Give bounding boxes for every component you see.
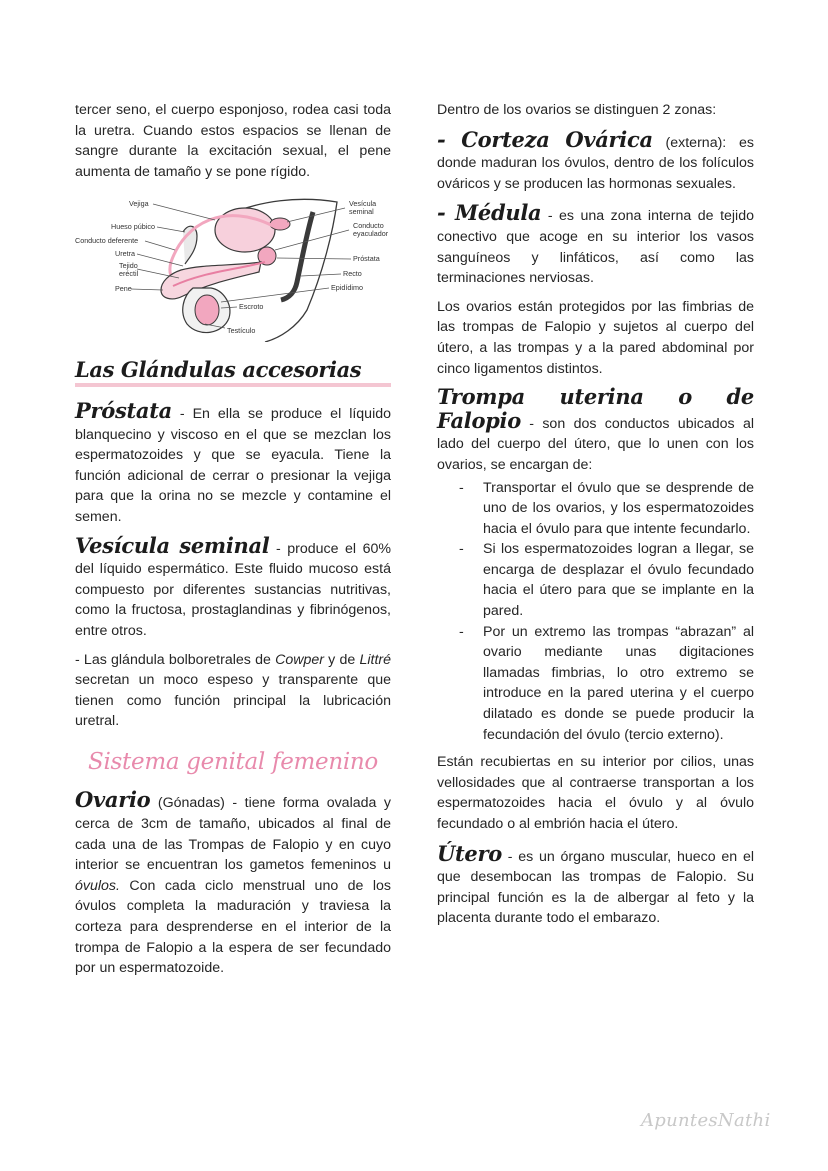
cowper-term: Cowper: [275, 651, 324, 668]
ovario-paragraph: [75, 787, 391, 978]
trompa-text: - son dos conductos ubicados al lado del cuerpo del útero, que lo unen con los ovarios, se encargan de:: [437, 415, 754, 473]
list-item: [459, 622, 754, 746]
bullet-dash: -: [459, 479, 464, 496]
glandulas-text-3: secretan un moco espeso y transparente que tienen como función principal la lubricación uretral.: [75, 672, 391, 730]
littre-term: Littré: [359, 651, 392, 668]
label-hueso-pubico: Hueso púbico: [111, 222, 155, 232]
label-vejiga: Vejiga: [129, 199, 149, 209]
label-tejido-2: eréctil: [119, 269, 139, 279]
prostata-text: - En ella se produce el líquido blanquecino y viscoso en el que se mezclan los espermatozoides y que se eyacula. Tiene la función adicional de cerrar o presionar la vejiga para que la orina no se mezcle y contamine el semen.: [75, 405, 391, 525]
label-escroto: Escroto: [239, 302, 264, 312]
ovulos-term: óvulos.: [75, 877, 120, 894]
label-epididimo: Epidídimo: [331, 283, 363, 293]
corteza-text: (externa): es donde maduran los óvulos, dentro de los folículos ováricos y se producen las hormonas sexuales.: [437, 134, 754, 192]
label-recto: Recto: [343, 269, 362, 279]
label-pene: Pene: [115, 284, 132, 294]
bullet-text: Transportar el óvulo que se desprende de uno de los ovarios, y los espermatozoides hacia el óvulo para que intente fecundarlo.: [483, 479, 754, 537]
medula-paragraph: [437, 200, 754, 288]
ovario-title: Ovario: [75, 787, 151, 813]
right-column: [437, 100, 754, 929]
glandulas-text-2: y de: [323, 651, 360, 668]
label-tejido-1: Tejido: [119, 261, 138, 271]
medula-text: - es una zona interna de tejido conectivo que acoge en su interior los vasos sanguíneos y linfáticos, así como las terminaciones nerviosas.: [437, 208, 754, 287]
label-testiculo: Testículo: [227, 326, 256, 336]
vesicula-title: Vesícula seminal: [75, 532, 270, 558]
label-eyaculador-1: Conducto: [353, 221, 384, 231]
utero-paragraph: [437, 840, 754, 929]
female-system-title: Sistema genital femenino: [88, 748, 378, 775]
list-item: [459, 478, 754, 540]
label-conducto-deferente: Conducto deferente: [75, 236, 139, 246]
utero-text: - es un órgano muscular, hueco en el que desembocan las trompas de Falopio. Su principal función es la de albergar al feto y la placenta durante todo el embarazo.: [437, 848, 754, 927]
zonas-intro: Dentro de los ovarios se distinguen 2 zonas:: [437, 102, 717, 118]
glandulas-text-1: - Las glándula bolboretrales de: [75, 651, 276, 668]
seminal-vesicle-shape: [270, 218, 290, 230]
watermark: ApuntesNathi: [641, 1110, 771, 1131]
testicle: [195, 295, 219, 325]
list-item: [459, 539, 754, 621]
section-heading-glandulas: Las Glándulas accesorias: [75, 360, 391, 387]
bullet-text: Por un extremo las trompas “abrazan” al ovario mediante unas digitaciones llamadas fimbrias, lo otro extremo se introduce en la pared uterina y el cuerpo dilatado es donde se puede producir la fecundación del óvulo (tercio externo).: [483, 623, 754, 743]
ovario-text-1: (Gónadas) - tiene forma ovalada y cerca de 3cm de tamaño, ubicados al final de cada una de las Trompas de Falopio y en cuyo interior se encuentran los gametos femeninos u: [75, 795, 391, 874]
corteza-title: - Corteza Ovárica: [437, 126, 653, 152]
vesicula-text: - produce el 60% del líquido espermático. Este fluido mucoso está compuesto por diferentes sustancias nutritivas, como la fructosa, prostaglandinas y fibrinógenos, entre otros.: [75, 540, 392, 639]
trompa-functions-list: [437, 478, 754, 746]
prostata-paragraph: [75, 397, 391, 528]
intro-paragraph: tercer seno, el cuerpo esponjoso, rodea casi toda la uretra. Cuando estos espacios se llenan de sangre durante la excitación sexual, el pene aumenta de tamaño y se pone rígido.: [75, 102, 391, 180]
trompa-paragraph: [437, 384, 754, 475]
bullet-dash: -: [459, 623, 464, 640]
ovario-text-2: Con cada ciclo menstrual uno de los óvulos completa la maduración y traviesa la corteza para desprenderse en el interior de la trompa de Falopio a la espera de ser fecundado por un espermatozoide.: [75, 877, 391, 977]
bullet-dash: -: [459, 541, 464, 558]
label-vesicula-2: seminal: [349, 207, 374, 217]
medula-title: - Médula: [437, 200, 542, 226]
label-uretra: Uretra: [115, 249, 135, 259]
bullet-text: Si los espermatozoides logran a llegar, se encarga de desplazar el óvulo fecundado hacia el útero para que se implante en la pared.: [483, 541, 754, 620]
glandulas-paragraph: [75, 650, 391, 732]
label-eyaculador-2: eyaculador: [353, 229, 389, 239]
label-vesicula-1: Vesícula: [349, 199, 377, 209]
prostata-title: Próstata: [75, 397, 172, 423]
cilios-paragraph: Están recubiertas en su interior por cilios, unas vellosidades que al contraerse transportan a los espermatozoides hacia el óvulo y al óvulo fecundado o al embrión hacia el útero.: [437, 754, 754, 832]
label-prostata: Próstata: [353, 254, 380, 264]
vesicula-paragraph: [75, 532, 392, 642]
utero-title: Útero: [437, 840, 502, 866]
left-column: [75, 100, 391, 979]
ovarios-protegidos-paragraph: Los ovarios están protegidos por las fimbrias de las trompas de Falopio y sujetos al cuerpo del útero, a las trompas y a la pared abdominal por cinco ligamentos distintos.: [437, 298, 754, 377]
trompa-title: Trompa uterina o de Falopio: [437, 384, 754, 433]
corteza-paragraph: [437, 126, 754, 195]
male-reproductive-diagram: [75, 192, 395, 342]
